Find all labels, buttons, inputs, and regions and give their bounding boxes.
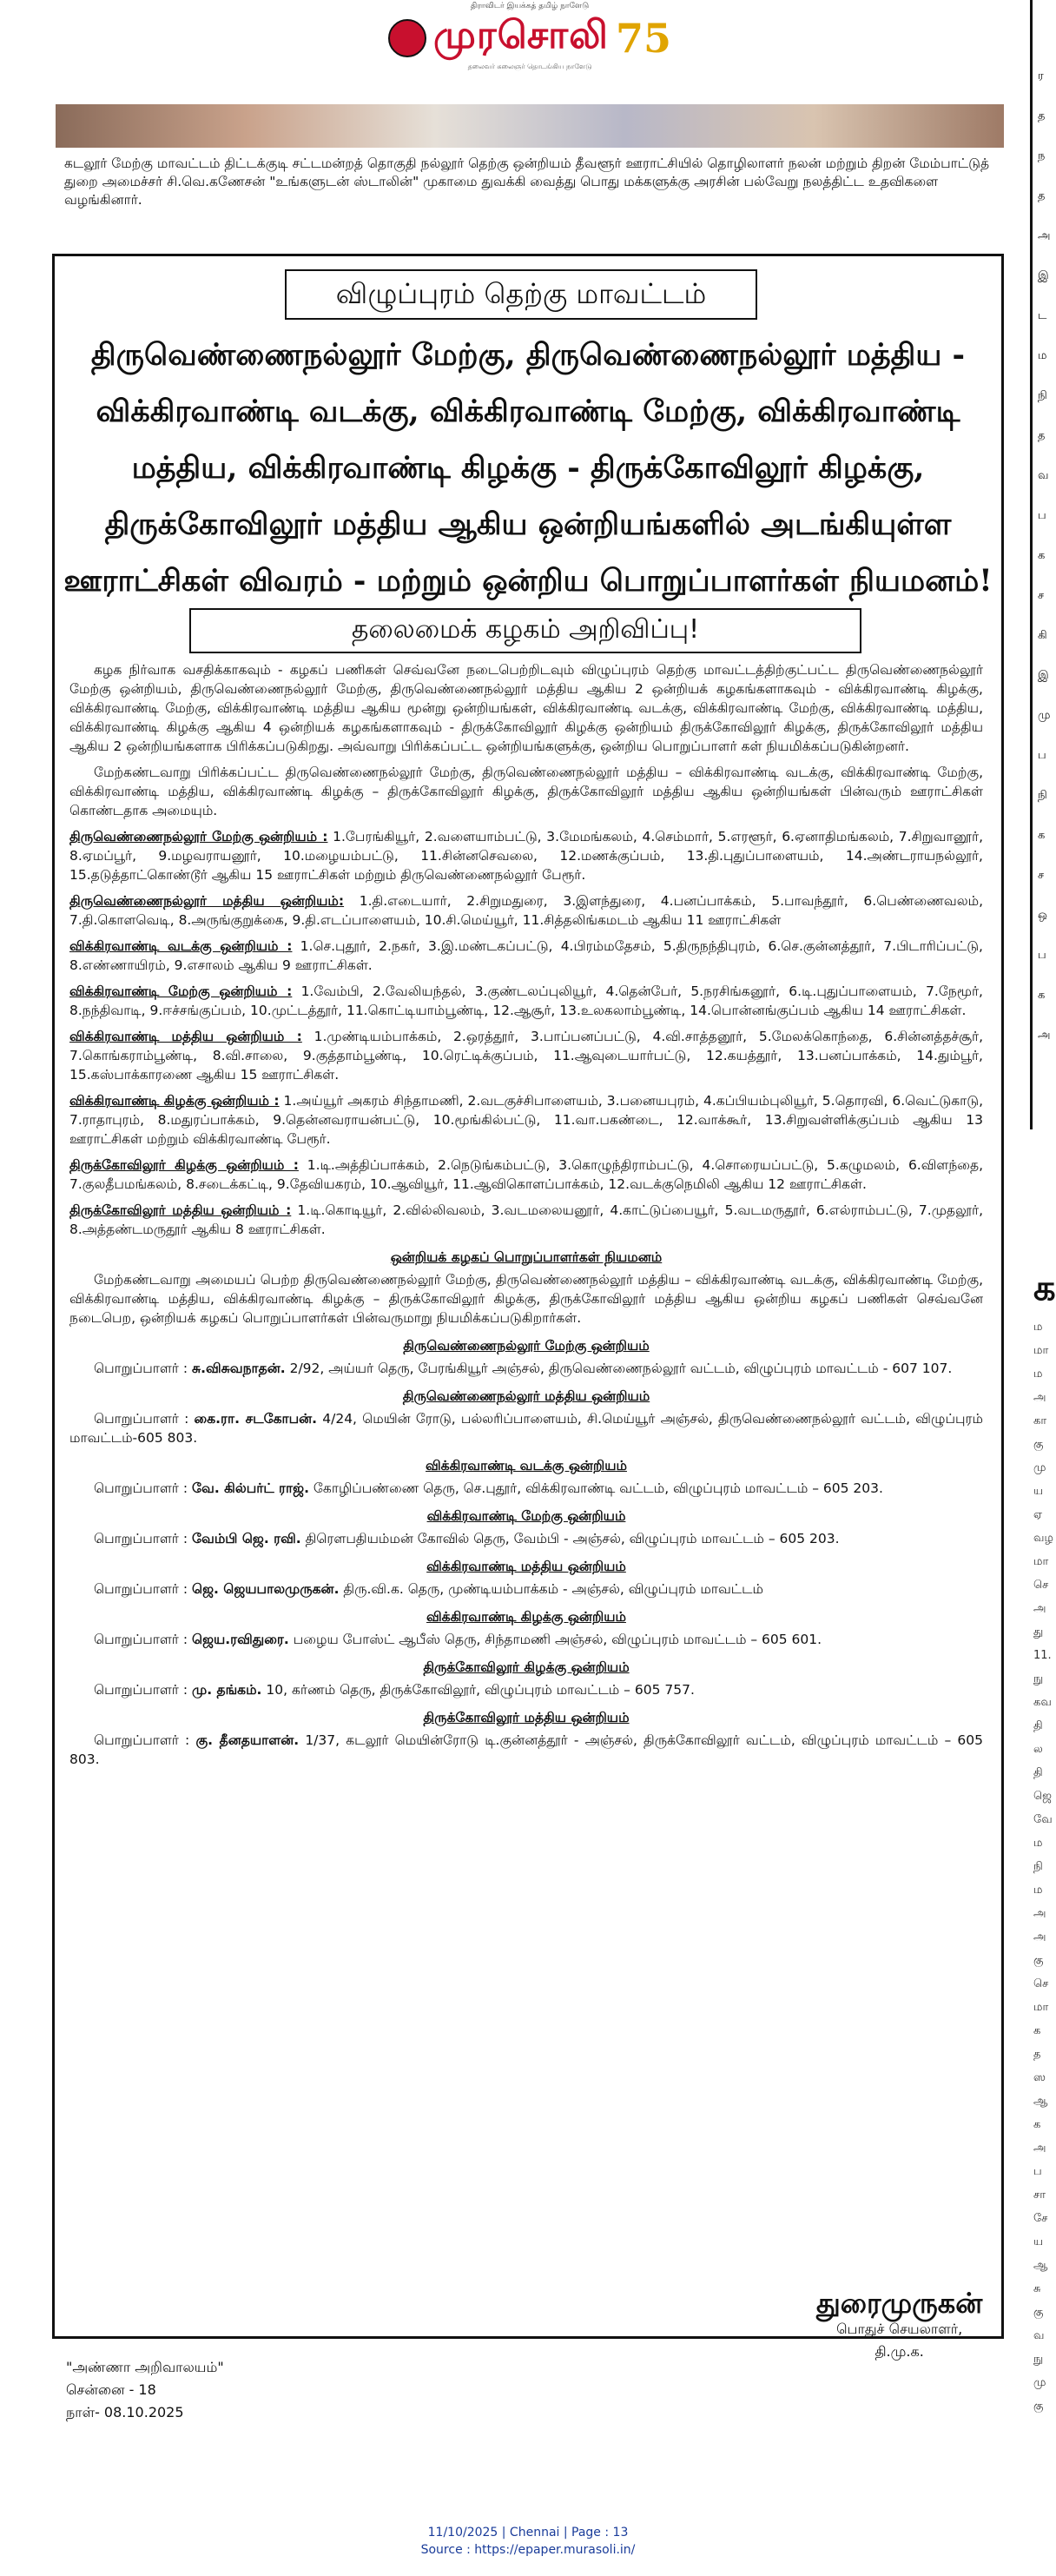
side-column-fragment: ம bbox=[1033, 1367, 1043, 1381]
appointments-intro: மேற்கண்டவாறு அமையப் பெற்ற திருவெண்ணைநல்லூர் மேற்கு, திருவெண்ணைநல்லூர் மத்திய – விக்கிரவாண்டி வடக்கு, விக்கிரவாண்டி மேற்கு, விக்கிரவாண்டி மத்திய, விக்கிரவாண்டி கிழக்கு – திருக்கோவிலூர் கிழக்கு, திருக்கோவிலூர் மத்திய ஆகிய ஒன்றிய கழகப் பணிகள் செவ்வனே நடைபெற, ஒன்றியக் கழகப் பொறுப்பாளர்கள் பின்வருமாறு நியமிக்கப்படுகிறார்கள். bbox=[69, 1272, 983, 1326]
side-column-fragment: வே bbox=[1033, 1813, 1053, 1826]
appointment-label: பொறுப்பாளர் : bbox=[94, 1411, 189, 1427]
logo-row bbox=[330, 13, 729, 63]
footer-source: Source : https://epaper.murasoli.in/ bbox=[420, 2543, 636, 2557]
side-column-fragment: ம bbox=[1033, 1884, 1043, 1897]
masthead-subtag: தலைவர் கலைஞர் தொடங்கிய நாளேடு bbox=[467, 63, 592, 70]
appointment-label: பொறுப்பாளர் : bbox=[94, 1531, 188, 1546]
side-column-fragment: மா bbox=[1033, 1344, 1049, 1357]
appointment-label: பொறுப்பாளர் : bbox=[94, 1682, 188, 1698]
union-name: திருக்கோவிலூர் கிழக்கு ஒன்றியம் : bbox=[69, 1157, 299, 1173]
union-panchayats: 1.வேம்பி, 2.வேலியந்தல், 3.குண்டலப்புலியூர், 4.தென்பேர், 5.நரசிங்கனூர், 6.டி.புதுப்பாளையம், 7.நேமூர், 8.நந்திவாடி, 9.ஈச்சங்குப்பம், 10.முட்டத்தூர், 11.கொட்டியாம்பூண்டி, 12.ஆசூர், 13.உலகலாம்பூண்டி, 14.பொன்னங்குப்பம் ஆகிய 14 ஊராட்சிகள். bbox=[69, 983, 983, 1018]
photo-caption: கடலூர் மேற்கு மாவட்டம் திட்டக்குடி சட்டமன்றத் தொகுதி நல்லூர் தெற்கு ஒன்றியம் தீவளூர் ஊராட்சியில் தொழிலாளர் நலன் மற்றும் திறன் மேம்பாட்டுத் துறை அமைச்சர் சி.வெ.கணேசன் "உங்களுடன் ஸ்டாலின்" முகாமை துவக்கி வைத்து பொது மக்களுக்கு அரசின் பல்வேறு நலத்திட்ட உதவிகளை வழங்கினார். bbox=[64, 156, 990, 208]
appointee-address: 10, கர்ணம் தெரு, திருக்கோவிலூர், விழுப்புரம் மாவட்டம் – 605 757. bbox=[266, 1682, 695, 1698]
sign-place: "அண்ணா அறிவாலயம்" bbox=[66, 2359, 224, 2375]
announcement-headline: திருவெண்ணைநல்லூர் மேற்கு, திருவெண்ணைநல்லூர் மத்திய - விக்கிரவாண்டி வடக்கு, விக்கிரவாண்டி மேற்கு, விக்கிரவாண்டி மத்திய, விக்கிரவாண்டி கிழக்கு - திருக்கோவிலூர் கிழக்கு, திருக்கோவிலூர் மத்திய ஆகிய ஒன்றியங்களில் அடங்கியுள்ள ஊராட்சிகள் விவரம் - மற்றும் ஒன்றிய பொறுப்பாளர்கள் நியமனம்! bbox=[63, 337, 993, 599]
intro-paragraph: கழக நிர்வாக வசதிக்காகவும் - கழகப் பணிகள் செவ்வனே நடைபெற்றிடவும் விழுப்புரம் தெற்கு மாவட்டத்திற்குட்பட்ட திருவெண்ணைநல்லூர் மேற்கு ஒன்றியம், திருவெண்ணைநல்லூர் மேற்கு, திருவெண்ணைநல்லூர் மத்திய ஆகிய 2 ஒன்றியக் கழகங்களாகவும் - விக்கிரவாண்டி கிழக்கு, விக்கிரவாண்டி மேற்கு, விக்கிரவாண்டி மத்திய ஆகிய மூன்று ஒன்றியங்கள், விக்கிரவாண்டி வடக்கு, விக்கிரவாண்டி மேற்கு, விக்கிரவாண்டி மத்திய, விக்கிரவாண்டி கிழக்கு ஆகிய 4 ஒன்றியக் கழகங்களாகவும் - திருக்கோவிலூர் கிழக்கு ஒன்றியம் திருக்கோவிலூர் கிழக்கு, திருக்கோவிலூர் மத்திய ஆகிய 2 ஒன்றியங்களாக பிரிக்கப்படுகிறது. அவ்வாறு பிரிக்கப்பட்ட ஒன்றியங்களுக்கு, ஒன்றிய பொறுப்பாளர் கள் நியமிக்கப்படுகின்றனர். bbox=[69, 662, 983, 754]
side-column-fragment: நி bbox=[1038, 389, 1047, 402]
union-panchayats: 1.முண்டியம்பாக்கம், 2.ஒரத்தூர், 3.பாப்பனப்பட்டு, 4.வி.சாத்தனூர், 5.மேலக்கொந்தை, 6.சின்னத்தச்சூர், 7.கொங்கராம்பூண்டி, 8.வி.சாலை, 9.குத்தாம்பூண்டி, 10.ரெட்டிக்குப்பம், 11.ஆவுடையார்பட்டு, 12.கயத்தூர், 13.பனப்பாக்கம், 14.தும்பூர், 15.கஸ்பாக்காரணை ஆகிய 15 ஊராட்சிகள். bbox=[69, 1029, 983, 1083]
adjacent-column-bottom bbox=[1030, 1208, 1056, 2424]
appointee-address: பழைய போஸ்ட் ஆபீஸ் தெரு, சிந்தாமணி அஞ்சல், விழுப்புரம் மாவட்டம் – 605 601. bbox=[293, 1632, 822, 1647]
side-column-fragment: அ bbox=[1033, 2142, 1046, 2155]
adjacent-column-top bbox=[1030, 0, 1056, 1129]
union-name: விக்கிரவாண்டி மத்திய ஒன்றியம் : bbox=[69, 1029, 302, 1044]
side-column-fragment: க bbox=[1038, 549, 1046, 562]
side-column-fragment: கு bbox=[1033, 1438, 1044, 1451]
side-column-fragment: மு bbox=[1033, 1461, 1046, 1474]
appointee-name: சு.விசுவநாதன். bbox=[192, 1361, 286, 1376]
appointment-union-heading: விக்கிரவாண்டி வடக்கு ஒன்றியம் bbox=[426, 1458, 627, 1473]
appointee-address: கோழிப்பண்ணை தெரு, செ.புதூர், விக்கிரவாண்டி வட்டம், விழுப்புரம் மாவட்டம் – 605 203. bbox=[313, 1480, 883, 1496]
union-name: திருவெண்ணைநல்லூர் மேற்கு ஒன்றியம் : bbox=[69, 829, 328, 844]
union-name: விக்கிரவாண்டி கிழக்கு ஒன்றியம் : bbox=[69, 1093, 280, 1109]
side-column-fragment: து bbox=[1033, 1626, 1044, 1639]
announcement-body bbox=[69, 660, 983, 1776]
side-column-fragment: கு bbox=[1033, 1954, 1044, 1967]
appointment-entry bbox=[69, 1529, 983, 1548]
side-column-fragment: கவ bbox=[1033, 1696, 1052, 1709]
appointee-name: ஜெ. ஜெயபாலமுருகன். bbox=[192, 1581, 340, 1597]
appointment-union-heading: திருவெண்ணைநல்லூர் மேற்கு ஒன்றியம் bbox=[403, 1338, 650, 1354]
side-column-fragment: சா bbox=[1033, 2189, 1046, 2202]
union-entry bbox=[69, 937, 983, 975]
appointment-union-heading: திருக்கோவிலூர் மத்திய ஒன்றியம் bbox=[423, 1710, 630, 1725]
side-column-fragment: தி bbox=[1033, 1719, 1043, 1732]
side-column-fragment: ச bbox=[1038, 869, 1045, 882]
appointee-address: 4/24, மெயின் ரோடு, பல்லரிப்பாளையம், சி.மெய்யூர் அஞ்சல், திருவெண்ணைநல்லூர் வட்டம், விழுப்புரம் மாவட்டம்-605 803. bbox=[69, 1411, 984, 1446]
masthead-tagline: திராவிடர் இயக்கத் தமிழ் நாளேடு bbox=[470, 2, 590, 10]
side-column-fragment: செ bbox=[1033, 1977, 1049, 1990]
side-column-fragment: வ bbox=[1038, 469, 1049, 482]
union-entry bbox=[69, 982, 983, 1020]
anniversary-badge: 75 bbox=[615, 14, 671, 62]
side-column-fragment: ஆ bbox=[1033, 2095, 1048, 2108]
side-column-fragment: ஆ bbox=[1033, 2259, 1048, 2272]
side-column-fragment: மு bbox=[1033, 2376, 1046, 2389]
appointment-entry bbox=[69, 1579, 983, 1599]
signatory-party: தி.மு.க. bbox=[874, 2343, 924, 2360]
side-column-fragment: இ bbox=[1038, 669, 1049, 682]
side-column-fragment: ர bbox=[1038, 70, 1044, 83]
signatory-designation: பொதுச் செயலாளர், bbox=[836, 2321, 963, 2337]
logo-title: முரசொலி bbox=[432, 13, 609, 57]
side-column-fragment: அ bbox=[1033, 1391, 1046, 1404]
appointment-union-heading: விக்கிரவாண்டி கிழக்கு ஒன்றியம் bbox=[426, 1609, 626, 1625]
side-column-fragment: த bbox=[1033, 2048, 1041, 2061]
appointment-label: பொறுப்பாளர் : bbox=[94, 1581, 188, 1597]
union-panchayats: 1.தி.எடையார், 2.சிறுமதுரை, 3.இளந்துரை, 4.பனப்பாக்கம், 5.பாவந்தூர், 6.பெண்ணைவலம், 7.தி.கொளவெடி, 8.அருங்குறுக்கை, 9.தி.எடப்பாளையம், 10.சி.மெய்யூர், 11.சித்தலிங்கமடம் ஆகிய 11 ஊராட்சிகள் bbox=[69, 893, 984, 928]
appointee-name: கை.ரா. சடகோபன். bbox=[194, 1411, 318, 1427]
union-name: விக்கிரவாண்டி வடக்கு ஒன்றியம் : bbox=[69, 938, 293, 954]
news-photo bbox=[56, 104, 1004, 148]
side-column-fragment: த bbox=[1038, 429, 1046, 442]
union-entry bbox=[69, 1027, 983, 1084]
logo-emblem-icon bbox=[388, 19, 426, 57]
appointee-name: மு. தங்கம். bbox=[192, 1682, 262, 1698]
side-column-fragment: ய bbox=[1033, 1485, 1044, 1498]
side-column-fragment: சே bbox=[1033, 2212, 1048, 2225]
appointment-entry bbox=[69, 1359, 983, 1378]
union-entry bbox=[69, 1201, 983, 1239]
appointment-entry bbox=[69, 1409, 983, 1447]
union-list bbox=[69, 827, 983, 1239]
side-column-fragment: ம bbox=[1033, 1837, 1043, 1850]
signature-block bbox=[816, 2287, 983, 2363]
appointee-name: கு. தீனதயாளன். bbox=[195, 1732, 300, 1748]
hq-announcement-label: தலைமைக் கழகம் அறிவிப்பு! bbox=[189, 608, 861, 653]
side-column-fragment: ப bbox=[1038, 749, 1046, 762]
union-entry bbox=[69, 827, 983, 884]
appointments-heading: ஒன்றியக் கழகப் பொறுப்பாளர்கள் நியமனம் bbox=[390, 1249, 663, 1265]
side-column-fragment: ஜெ bbox=[1033, 1790, 1052, 1803]
side-column-fragment: ஸ bbox=[1033, 2071, 1046, 2084]
appointee-name: வேம்பி ஜெ. ரவி. bbox=[192, 1531, 301, 1546]
side-column-fragment: ந bbox=[1038, 149, 1046, 162]
appointment-union-heading: திருவெண்ணைநல்லூர் மத்திய ஒன்றியம் bbox=[402, 1388, 650, 1404]
appointee-address: 1/37, கடலூர் மெயின்ரோடு டி.குன்னத்தூர் - அஞ்சல், திருக்கோவிலூர் வட்டம், விழுப்புரம் மாவட்டம் – 605 803. bbox=[69, 1732, 983, 1767]
page-footer bbox=[0, 2524, 1056, 2559]
appointment-union-heading: விக்கிரவாண்டி மத்திய ஒன்றியம் bbox=[426, 1559, 626, 1574]
appointment-entry bbox=[69, 1630, 983, 1649]
side-column-fragment: ப bbox=[1033, 2165, 1042, 2178]
district-title: விழுப்புரம் தெற்கு மாவட்டம் bbox=[285, 269, 757, 320]
side-column-fragment: மு bbox=[1038, 709, 1051, 722]
appointment-label: பொறுப்பாளர் : bbox=[94, 1480, 188, 1496]
side-column-fragment: வழ bbox=[1033, 1532, 1053, 1545]
side-column-fragment: நு bbox=[1033, 1672, 1044, 1685]
union-name: விக்கிரவாண்டி மேற்கு ஒன்றியம் : bbox=[69, 983, 293, 999]
appointment-label: பொறுப்பாளர் : bbox=[94, 1732, 190, 1748]
appointment-union-heading: விக்கிரவாண்டி மேற்கு ஒன்றியம் bbox=[426, 1508, 626, 1524]
appointment-entry bbox=[69, 1680, 983, 1699]
appointment-list bbox=[69, 1336, 983, 1769]
side-column-fragment: க bbox=[1033, 2024, 1041, 2037]
side-column-fragment: கி bbox=[1038, 629, 1047, 642]
appointment-label: பொறுப்பாளர் : bbox=[94, 1361, 188, 1376]
second-paragraph: மேற்கண்டவாறு பிரிக்கப்பட்ட திருவெண்ணைநல்லூர் மேற்கு, திருவெண்ணைநல்லூர் மத்திய – விக்கிரவாண்டி வடக்கு, விக்கிரவாண்டி மேற்கு, விக்கிரவாண்டி மத்திய, விக்கிரவாண்டி கிழக்கு – திருக்கோவிலூர் கிழக்கு, திருக்கோவிலூர் மத்திய ஆகிய ஒன்றியங்கள் பின்வரும் ஊராட்சிகள் கொண்டதாக அமையும். bbox=[69, 765, 983, 818]
appointment-union-heading: திருக்கோவிலூர் கிழக்கு ஒன்றியம் bbox=[423, 1659, 630, 1675]
side-column-fragment: 11. bbox=[1033, 1649, 1052, 1662]
side-column-fragment: சு bbox=[1033, 2282, 1041, 2295]
side-column-fragment: அ bbox=[1038, 1029, 1051, 1042]
union-panchayats: 1.டி.அத்திப்பாக்கம், 2.நெடுங்கம்பட்டு, 3.கொழுந்திராம்பட்டு, 4.சொரையப்பட்டு, 5.கழுமலம், 6.விளந்தை, 7.குலதீபமங்கலம், 8.சடைக்கட்டி, 9.தேவியகரம், 10.ஆவியூர், 11.ஆவிகொளப்பாக்கம், 12.வடக்குநெமிலி ஆகிய 12 ஊராட்சிகள். bbox=[69, 1157, 983, 1192]
side-column-fragment: ப bbox=[1038, 949, 1046, 962]
side-column-fragment: த bbox=[1038, 189, 1046, 202]
side-column-fragment: இ bbox=[1038, 269, 1049, 282]
side-column-fragment: ய bbox=[1033, 2235, 1044, 2248]
side-column-fragment: மா bbox=[1033, 2001, 1049, 2014]
union-panchayats: 1.செ.புதூர், 2.நகர், 3.இ.மண்டகப்பட்டு, 4.பிரம்மதேசம், 5.திருநந்திபுரம், 6.செ.குன்னத்தூர், 7.பிடாரிப்பட்டு, 8.எண்ணாயிரம், 9.எசாலம் ஆகிய 9 ஊராட்சிகள். bbox=[69, 938, 983, 973]
side-column-fragment: நி bbox=[1038, 789, 1047, 802]
side-column-fragment: த bbox=[1038, 109, 1046, 123]
side-column-fragment: ட bbox=[1038, 309, 1047, 322]
sign-city: சென்னை - 18 bbox=[66, 2381, 156, 2398]
side-column-fragment: அ bbox=[1038, 229, 1051, 242]
sign-date: நாள்- 08.10.2025 bbox=[66, 2404, 184, 2420]
side-column-fragment: க bbox=[1038, 829, 1046, 842]
side-column-fragment: ம bbox=[1038, 349, 1047, 362]
side-column-fragment: ஏ bbox=[1033, 1508, 1043, 1521]
signatory-name: துரைமுருகன் bbox=[816, 2287, 983, 2320]
side-column-fragment: நி bbox=[1033, 1860, 1043, 1873]
union-name: திருக்கோவிலூர் மத்திய ஒன்றியம் : bbox=[69, 1202, 292, 1218]
side-column-fragment: செ bbox=[1033, 1579, 1049, 1592]
appointee-address: 2/92, அய்யர் தெரு, பேரங்கியூர் அஞ்சல், திருவெண்ணைநல்லூர் வட்டம், விழுப்புரம் மாவட்டம் - 607 107. bbox=[289, 1361, 953, 1376]
side-column-fragment: தி bbox=[1033, 1766, 1043, 1779]
side-column-fragment: கா bbox=[1033, 1414, 1047, 1427]
appointment-entry bbox=[69, 1479, 983, 1498]
appointee-address: திரு.வி.க. தெரு, முண்டியம்பாக்கம் - அஞ்சல், விழுப்புரம் மாவட்டம் bbox=[343, 1581, 763, 1597]
side-column-fragment: அ bbox=[1033, 1602, 1046, 1615]
union-entry bbox=[69, 891, 983, 930]
side-column-fragment: அ bbox=[1033, 1930, 1046, 1944]
union-name: திருவெண்ணைநல்லூர் மத்திய ஒன்றியம்: bbox=[69, 893, 345, 909]
appointment-label: பொறுப்பாளர் : bbox=[94, 1632, 188, 1647]
side-column-fragment: மா bbox=[1033, 1555, 1049, 1568]
side-column-fragment: ப bbox=[1038, 509, 1046, 522]
footer-edition: 11/10/2025 | Chennai | Page : 13 bbox=[427, 2526, 629, 2540]
union-entry bbox=[69, 1156, 983, 1194]
side-column-fragment: கு bbox=[1033, 2400, 1044, 2413]
union-panchayats: 1.டி.கொடியூர், 2.வில்லிவலம், 3.வடமலையனூர், 4.காட்டுப்பையூர், 5.வடமருதூர், 6.எல்ராம்பட்டு, 7.முதலூர், 8.அத்தண்டமருதூர் ஆகிய 8 ஊராட்சிகள். bbox=[69, 1202, 983, 1237]
union-panchayats: 1.அய்யூர் அகரம் சிந்தாமணி, 2.வடகுச்சிபாளையம், 3.பனையபுரம், 4.கப்பியம்புலியூர், 5.தொரவி, 6.வெட்டுகாடு, 7.ராதாபுரம், 8.மதுரப்பாக்கம், 9.தென்னவராயன்பட்டு, 10.மூங்கில்பட்டு, 11.வா.பகண்டை, 12.வாக்கூர், 13.சிறுவள்ளிக்குப்பம் ஆகிய 13 ஊராட்சிகள் மற்றும் விக்கிரவாண்டி பேரூர். bbox=[69, 1093, 983, 1147]
side-column-fragment: கு bbox=[1033, 2306, 1044, 2319]
side-column-fragment: நு bbox=[1033, 2353, 1044, 2366]
side-column-fragment: ம bbox=[1033, 1321, 1043, 1334]
side-column-fragment: ச bbox=[1038, 589, 1045, 602]
appointee-name: ஜெய.ரவிதுரை. bbox=[192, 1632, 289, 1647]
sign-location bbox=[66, 2356, 224, 2424]
side-column-fragment: அ bbox=[1033, 1907, 1046, 1920]
side-column-fragment: க bbox=[1038, 989, 1046, 1002]
side-column-fragment: ஒ bbox=[1038, 909, 1047, 922]
side-column-fragment: வ bbox=[1033, 2329, 1045, 2342]
union-entry bbox=[69, 1091, 983, 1149]
adjacent-column-heading: க bbox=[1033, 1268, 1056, 1308]
union-panchayats: 1.பேரங்கியூர், 2.வளையாம்பட்டு, 3.மேமங்கலம், 4.செம்மார், 5.எரளூர், 6.ஏனாதிமங்கலம், 7.சிறுவானூர், 8.ஏமப்பூர், 9.மழவராயனூர், 10.மழையம்பட்டு, 11.சின்னசெவலை, 12.மணக்குப்பம், 13.தி.புதுப்பாளையம், 14.அண்டராயநல்லூர், 15.தடுத்தாட்கொண்டூர் ஆகிய 15 ஊராட்சிகள் மற்றும் திருவெண்ணைநல்லூர் பேரூர். bbox=[69, 829, 983, 883]
side-column-fragment: ல bbox=[1033, 1743, 1043, 1756]
appointee-name: வே. கில்பர்ட் ராஜ். bbox=[192, 1480, 309, 1496]
appointee-address: திரௌபதியம்மன் கோவில் தெரு, வேம்பி - அஞ்சல், விழுப்புரம் மாவட்டம் – 605 203. bbox=[305, 1531, 840, 1546]
side-column-fragment: க bbox=[1033, 2118, 1041, 2131]
appointment-entry bbox=[69, 1731, 983, 1769]
masthead bbox=[330, 0, 729, 70]
